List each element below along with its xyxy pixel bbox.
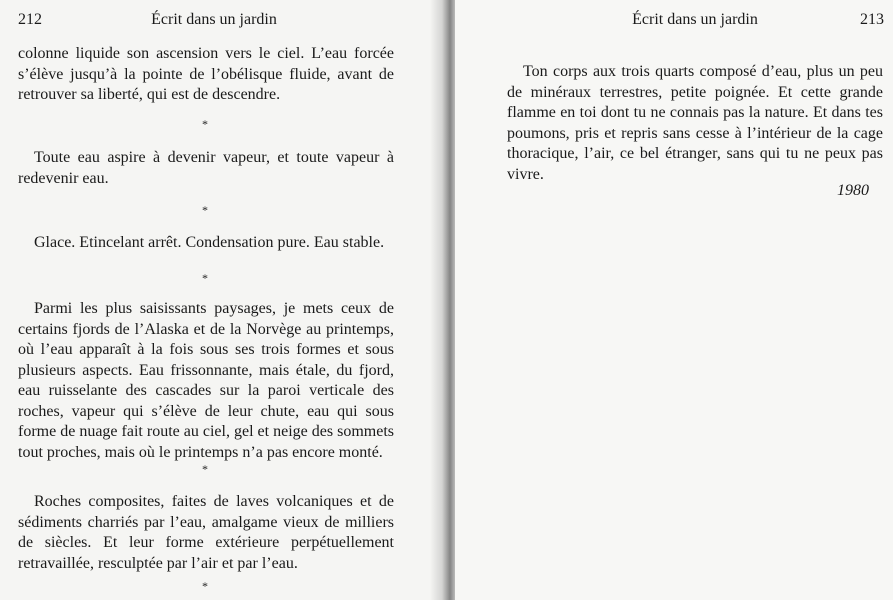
- separator-star: *: [202, 271, 208, 285]
- separator-star: *: [202, 462, 208, 476]
- left-running-head: Écrit dans un jardin: [151, 11, 277, 28]
- left-paragraph-4: Parmi les plus saisissants paysages, je mets ceux de certains fjords de l’Alaska et de la Norvège au printemps, où l’eau apparaît à la fois sous ses trois formes et sous plusieurs aspects. Eau frissonnante, mais étale, du fjord, eau ruisselante des cascades sur la paroi verticale des roches, vapeur qui s’élève de leur chute, eau qui sous forme de nuage fait route au ciel, gel et neige des sommets tout proches, mais où le printemps n’a pas encore monté.: [18, 300, 394, 461]
- left-paragraph-5: Roches composites, faites de laves volcaniques et de sédiments charriés par l’eau, amalgame vieux de milliers de siècles. Et leur forme extérieure perpétuellement retravaillée, resculptée par l’air et par l’eau.: [18, 493, 394, 572]
- date-signature: 1980: [837, 182, 869, 199]
- right-page-number: 213: [860, 11, 884, 28]
- left-page: [0, 0, 445, 600]
- separator-star: *: [202, 579, 208, 593]
- left-paragraph-2: Toute eau aspire à devenir vapeur, et toute vapeur à redevenir eau.: [18, 149, 394, 187]
- separator-star: *: [202, 117, 208, 131]
- right-paragraph: Ton corps aux trois quarts composé d’eau, plus un peu de minéraux terrestres, petite poignée. Et cette grande flamme en toi dont tu ne connais pas la nature. Et dans tes poumons, pris et repris sans cesse à l’intérieur de la cage thoracique, l’air, ce bel étranger, sans qui tu ne peux pas vivre.: [507, 63, 883, 183]
- right-page: [455, 0, 893, 600]
- separator-star: *: [202, 203, 208, 217]
- right-running-head: Écrit dans un jardin: [632, 11, 758, 28]
- left-paragraph-3: Glace. Etincelant arrêt. Condensation pure. Eau stable.: [34, 234, 385, 251]
- left-paragraph-1: colonne liquide son ascension vers le ciel. L’eau forcée s’élève jusqu’à la pointe de l’obélisque fluide, avant de retrouver sa liberté, qui est de descendre.: [18, 45, 394, 103]
- left-page-number: 212: [18, 11, 42, 28]
